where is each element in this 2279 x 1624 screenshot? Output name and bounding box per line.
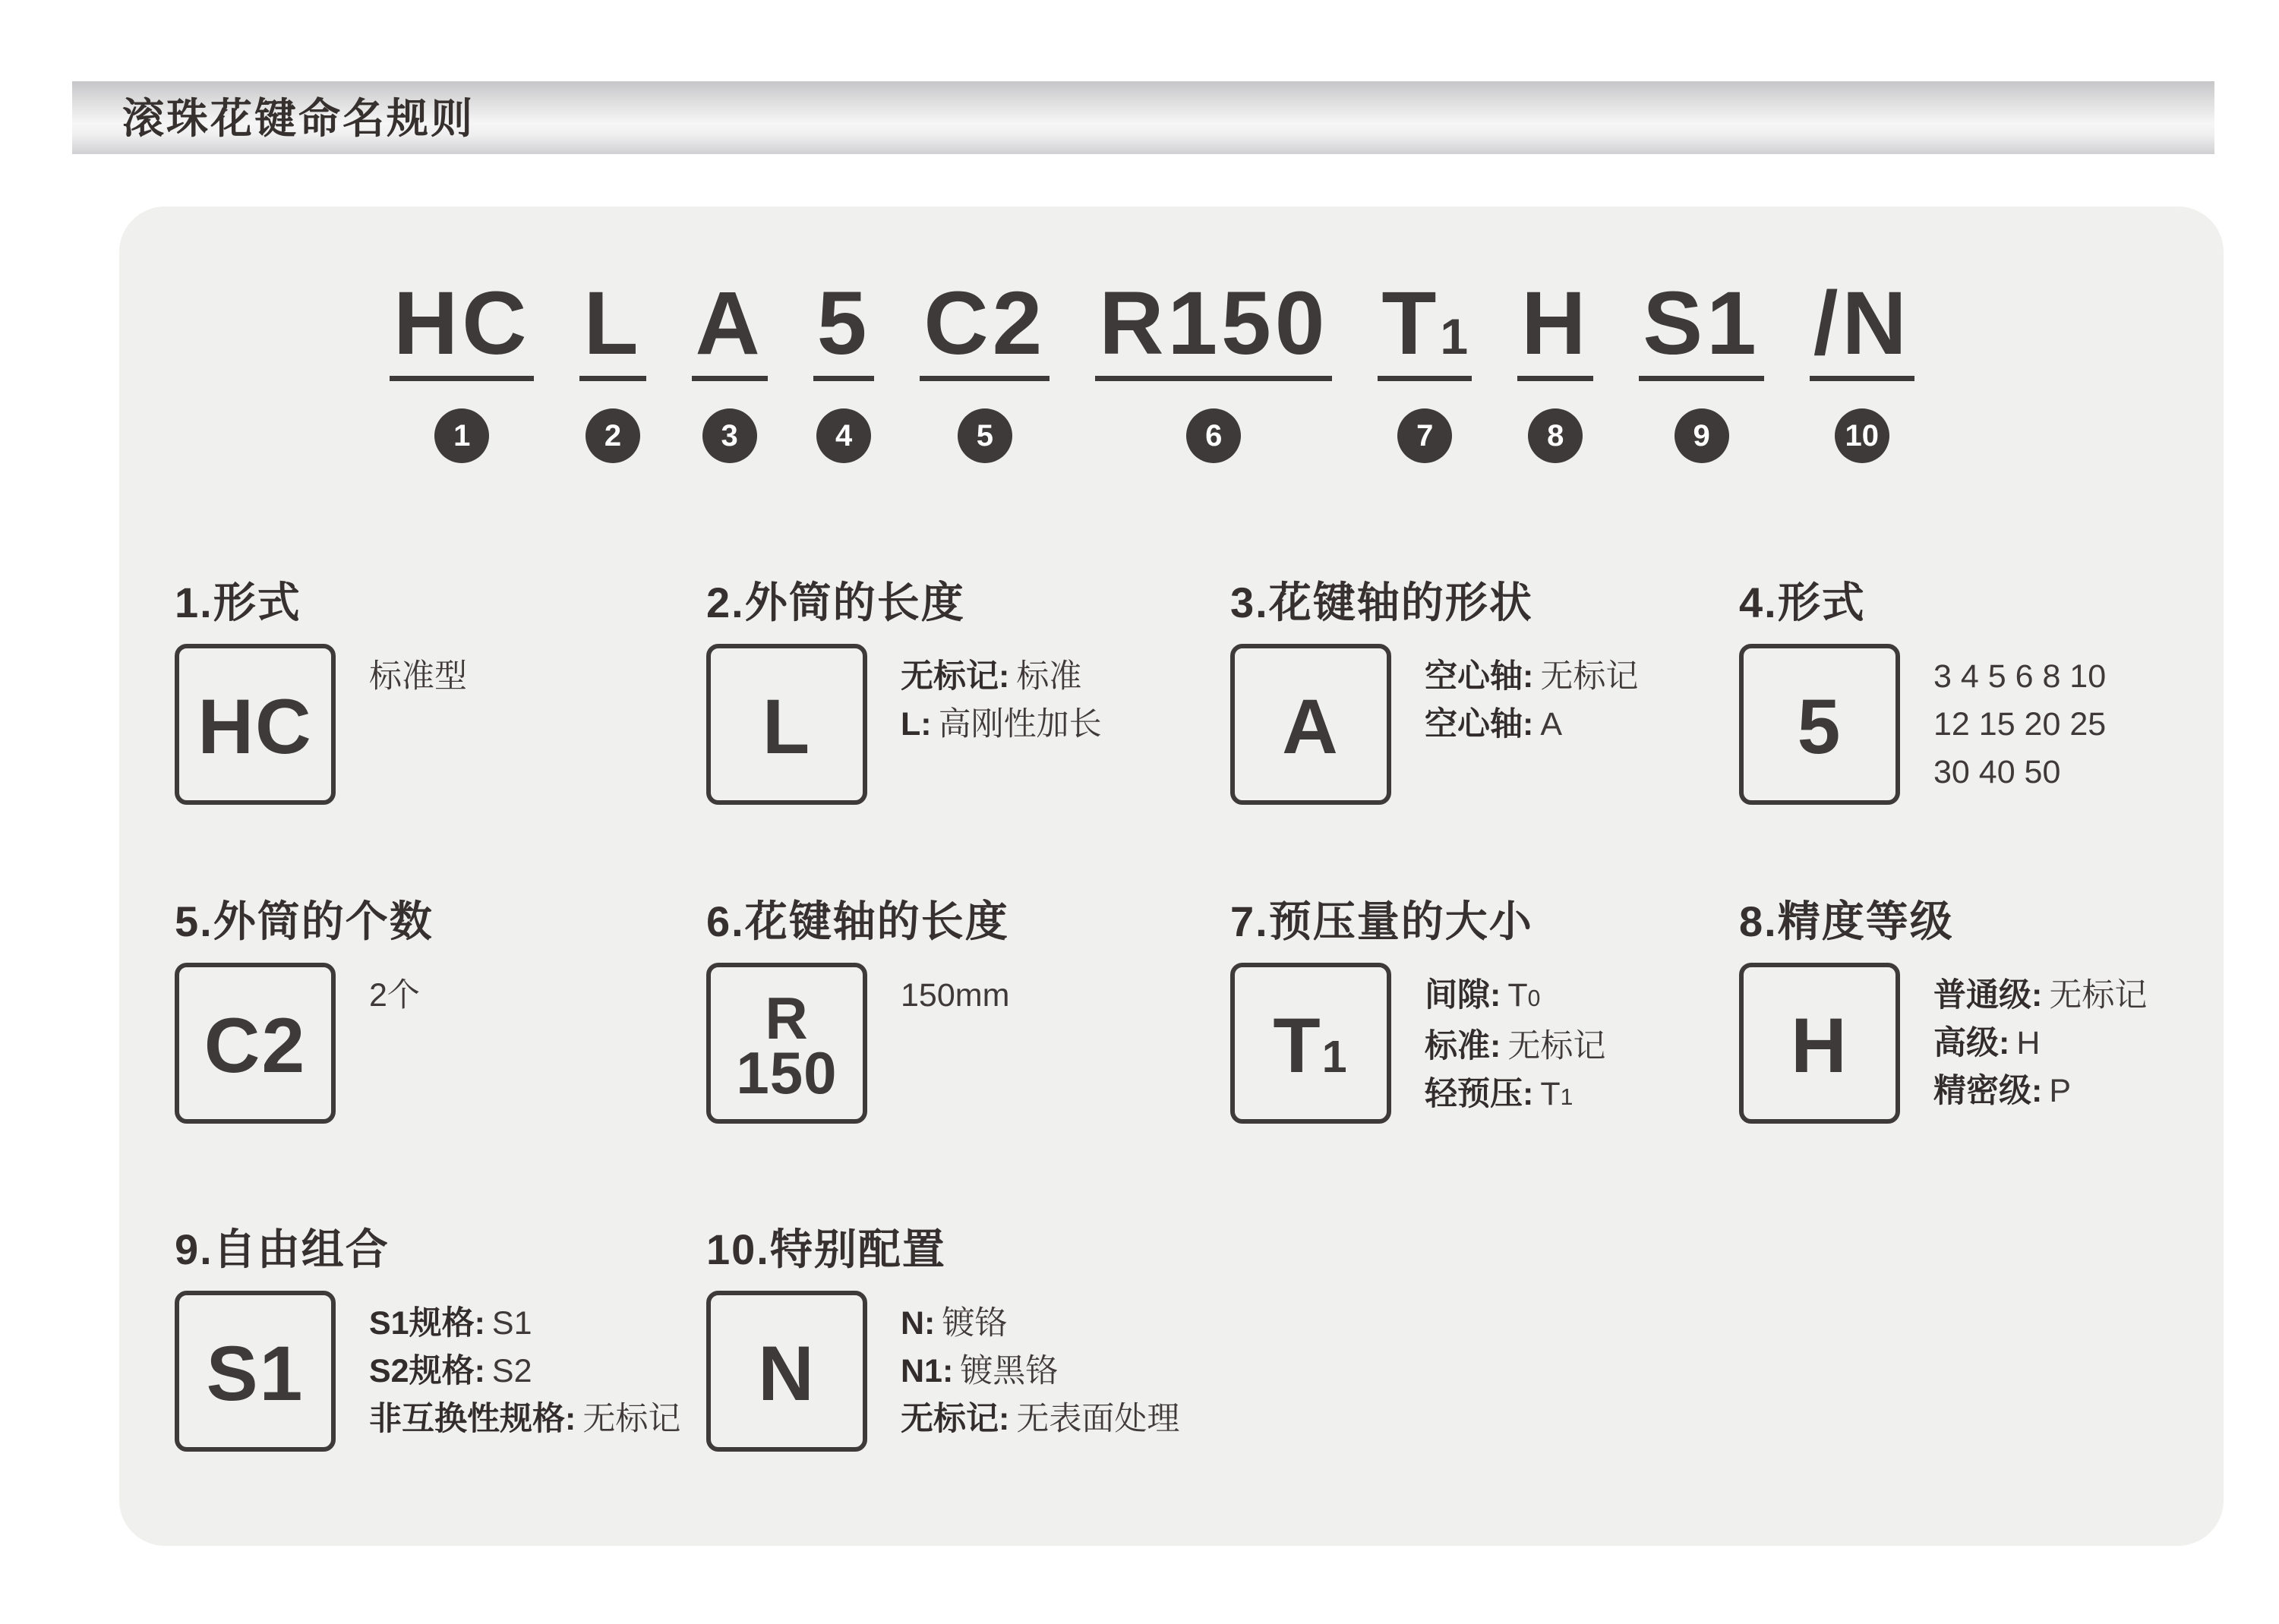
description-label: 精密级: (1933, 1073, 2043, 1109)
model-segment-1 (390, 273, 534, 463)
item-code-box (175, 963, 336, 1124)
box-code-letters: R (765, 985, 809, 1052)
description-line (369, 972, 420, 1020)
item-title: 9.自由组合 (175, 1225, 390, 1273)
legend-item-7 (1230, 897, 1605, 1124)
item-title: 6.花键轴的长度 (706, 897, 1009, 945)
description-label: 非互换性规格: (369, 1401, 576, 1437)
description-line (901, 1395, 1179, 1443)
segment-number-badge: 4 (816, 408, 871, 463)
model-segment-6 (1095, 273, 1332, 463)
box-code-text (1797, 683, 1842, 771)
item-title: 8.精度等级 (1739, 897, 1954, 945)
legend-item-1 (175, 579, 467, 805)
item-code-box (706, 963, 867, 1124)
description-line (1425, 653, 1638, 701)
description-value: 无表面处理 (1016, 1401, 1180, 1437)
segment-number-badge: 5 (958, 408, 1012, 463)
item-code-box (1230, 963, 1391, 1124)
item-description (901, 644, 1102, 805)
item-code-box (706, 644, 867, 805)
description-label: 轻预压: (1425, 1076, 1534, 1112)
model-segment-7 (1378, 273, 1472, 463)
model-code-text (920, 273, 1050, 381)
description-value: S2 (491, 1353, 532, 1389)
segment-number-badge: 2 (586, 408, 640, 463)
legend-item-4 (1739, 579, 2106, 805)
description-value-subscript: 1 (1560, 1085, 1574, 1110)
legend-item-5 (175, 897, 434, 1124)
model-segment-5 (920, 273, 1050, 463)
model-segment-9 (1639, 273, 1763, 463)
item-title: 2.外筒的长度 (706, 579, 965, 626)
item-body (1230, 963, 1605, 1124)
model-code-text (1095, 273, 1332, 381)
description-line (369, 1300, 680, 1348)
description-value: A (1540, 706, 1563, 743)
description-value: S1 (491, 1305, 532, 1342)
item-title: 10.特别配置 (706, 1225, 946, 1273)
description-line (901, 972, 1009, 1020)
model-segment-2 (579, 273, 646, 463)
model-code-text (1517, 273, 1593, 381)
description-label: N: (901, 1305, 936, 1342)
box-code-text (204, 1002, 307, 1089)
box-code-letters: S1 (206, 1330, 305, 1417)
item-body (1230, 644, 1638, 805)
box-code-letters: H (1791, 1002, 1848, 1089)
model-code-text (579, 273, 646, 381)
box-code-text (765, 985, 809, 1052)
model-segment-10 (1810, 273, 1914, 463)
code-subscript: 1 (1440, 309, 1469, 365)
description-label: L: (901, 706, 932, 743)
legend-item-2 (706, 579, 1102, 805)
description-line (1425, 1023, 1605, 1071)
code-letters: L (583, 273, 642, 374)
description-value: 标准 (1016, 658, 1082, 695)
item-code-box (1230, 644, 1391, 805)
box-code-text (197, 683, 313, 771)
description-line (1933, 653, 2106, 701)
code-letters: H (1521, 273, 1590, 374)
item-description (1425, 644, 1638, 805)
description-line (1933, 749, 2106, 796)
description-line (901, 701, 1102, 749)
description-value: H (2016, 1025, 2041, 1061)
item-body (706, 644, 1102, 805)
description-value: 无标记 (1507, 1028, 1606, 1064)
description-value: P (2049, 1073, 2072, 1109)
model-segment-8 (1517, 273, 1593, 463)
description-line (369, 1395, 680, 1443)
box-code-letters: 150 (736, 1039, 838, 1106)
box-code-text (1282, 683, 1340, 771)
model-code-text (390, 273, 534, 381)
description-label: N1: (901, 1353, 954, 1389)
box-code-letters: C2 (204, 1002, 307, 1089)
item-description (901, 1291, 1179, 1452)
model-segment-3 (692, 273, 768, 463)
item-body (1739, 963, 2147, 1124)
description-value: 标准型 (369, 658, 467, 695)
segment-number-badge: 3 (702, 408, 757, 463)
item-code-box (1739, 644, 1900, 805)
naming-rules-panel (119, 207, 2224, 1546)
description-value: 高刚性加长 (938, 706, 1102, 743)
code-letters: HC (393, 273, 531, 374)
box-code-letters: L (762, 683, 812, 771)
item-code-box (1739, 963, 1900, 1124)
item-code-box (706, 1291, 867, 1452)
description-value: 150mm (901, 977, 1010, 1014)
description-line (369, 653, 467, 701)
description-line (1933, 701, 2106, 749)
description-label: 空心轴: (1425, 706, 1534, 743)
description-line (1933, 1067, 2147, 1115)
description-label: 无标记: (901, 658, 1010, 695)
box-code-text (762, 683, 812, 771)
description-label: 间隙: (1425, 977, 1501, 1014)
item-description (369, 1291, 680, 1452)
description-label: 高级: (1933, 1025, 2010, 1061)
item-body (706, 963, 1009, 1124)
description-label: S1规格: (369, 1305, 485, 1342)
description-value: 3 4 5 6 8 10 (1933, 658, 2107, 695)
item-body (175, 644, 467, 805)
legend-item-8 (1739, 897, 2147, 1124)
box-code-text (1791, 1002, 1848, 1089)
item-description (369, 963, 420, 1124)
segment-number-badge: 1 (434, 408, 489, 463)
description-line (901, 1300, 1179, 1348)
box-code-subscript: 1 (1321, 1031, 1349, 1083)
description-line (369, 1348, 680, 1395)
model-code-text (813, 273, 875, 381)
segment-number-badge: 7 (1397, 408, 1452, 463)
description-label: 标准: (1425, 1028, 1501, 1064)
item-description (901, 963, 1009, 1124)
item-description (369, 644, 467, 805)
description-line (1425, 1071, 1605, 1121)
description-value: T (1540, 1076, 1561, 1112)
description-line (1425, 701, 1638, 749)
box-code-text (736, 1039, 838, 1106)
code-letters: R150 (1099, 273, 1329, 374)
box-code-text (758, 1330, 816, 1417)
description-line (901, 653, 1102, 701)
description-value: 2个 (369, 977, 420, 1014)
description-line (901, 1348, 1179, 1395)
segment-number-badge: 6 (1186, 408, 1241, 463)
code-letters: 5 (816, 273, 871, 374)
item-title: 1.形式 (175, 579, 301, 626)
description-line (1425, 972, 1605, 1023)
model-code-line (390, 273, 1914, 463)
segment-number-badge: 9 (1675, 408, 1729, 463)
model-code-text (1378, 273, 1472, 381)
description-label: S2规格: (369, 1353, 485, 1389)
item-title: 3.花键轴的形状 (1230, 579, 1533, 626)
description-value: 无标记 (582, 1401, 681, 1437)
description-line (1933, 1020, 2147, 1067)
page-header-bar (72, 81, 2214, 154)
legend-item-3 (1230, 579, 1638, 805)
page-title: 滚珠花键命名规则 (122, 95, 475, 142)
item-body (1739, 644, 2106, 805)
segment-number-badge: 8 (1528, 408, 1583, 463)
description-value: 无标记 (2049, 977, 2148, 1014)
code-letters: A (695, 273, 764, 374)
item-title: 5.外筒的个数 (175, 897, 434, 945)
code-letters: S1 (1643, 273, 1760, 374)
model-code-text (1639, 273, 1763, 381)
model-segment-4 (813, 273, 875, 463)
box-code-letters: T (1273, 1002, 1322, 1089)
model-code-text (692, 273, 768, 381)
item-title: 4.形式 (1739, 579, 1866, 626)
legend-item-10 (706, 1225, 1179, 1452)
description-value: 镀黑铬 (960, 1353, 1059, 1389)
description-value: 30 40 50 (1933, 754, 2061, 790)
item-description (1425, 963, 1605, 1124)
item-body (175, 963, 434, 1124)
description-label: 无标记: (901, 1401, 1010, 1437)
description-label: 空心轴: (1425, 658, 1534, 695)
box-code-text (206, 1330, 305, 1417)
legend-item-6 (706, 897, 1009, 1124)
description-value: 镀铬 (942, 1305, 1008, 1342)
box-code-letters: A (1282, 683, 1340, 771)
description-line (1933, 972, 2147, 1020)
box-code-letters: N (758, 1330, 816, 1417)
segment-number-badge: 10 (1835, 408, 1889, 463)
code-letters: /N (1813, 273, 1911, 374)
model-code-text (1810, 273, 1914, 381)
code-letters: T (1381, 273, 1441, 374)
legend-item-9 (175, 1225, 680, 1452)
description-value-subscript: 0 (1527, 986, 1541, 1011)
item-body (706, 1291, 1179, 1452)
description-label: 普通级: (1933, 977, 2043, 1014)
description-value: 无标记 (1540, 658, 1639, 695)
item-code-box (175, 1291, 336, 1452)
description-value: 12 15 20 25 (1933, 706, 2107, 743)
box-code-letters: 5 (1797, 683, 1842, 771)
code-letters: C2 (923, 273, 1046, 374)
item-description (1933, 644, 2106, 805)
description-value: T (1507, 977, 1528, 1014)
item-title: 7.预压量的大小 (1230, 897, 1533, 945)
item-code-box (175, 644, 336, 805)
box-code-letters: HC (197, 683, 313, 771)
item-body (175, 1291, 680, 1452)
item-description (1933, 963, 2147, 1124)
box-code-text (1273, 1002, 1349, 1089)
